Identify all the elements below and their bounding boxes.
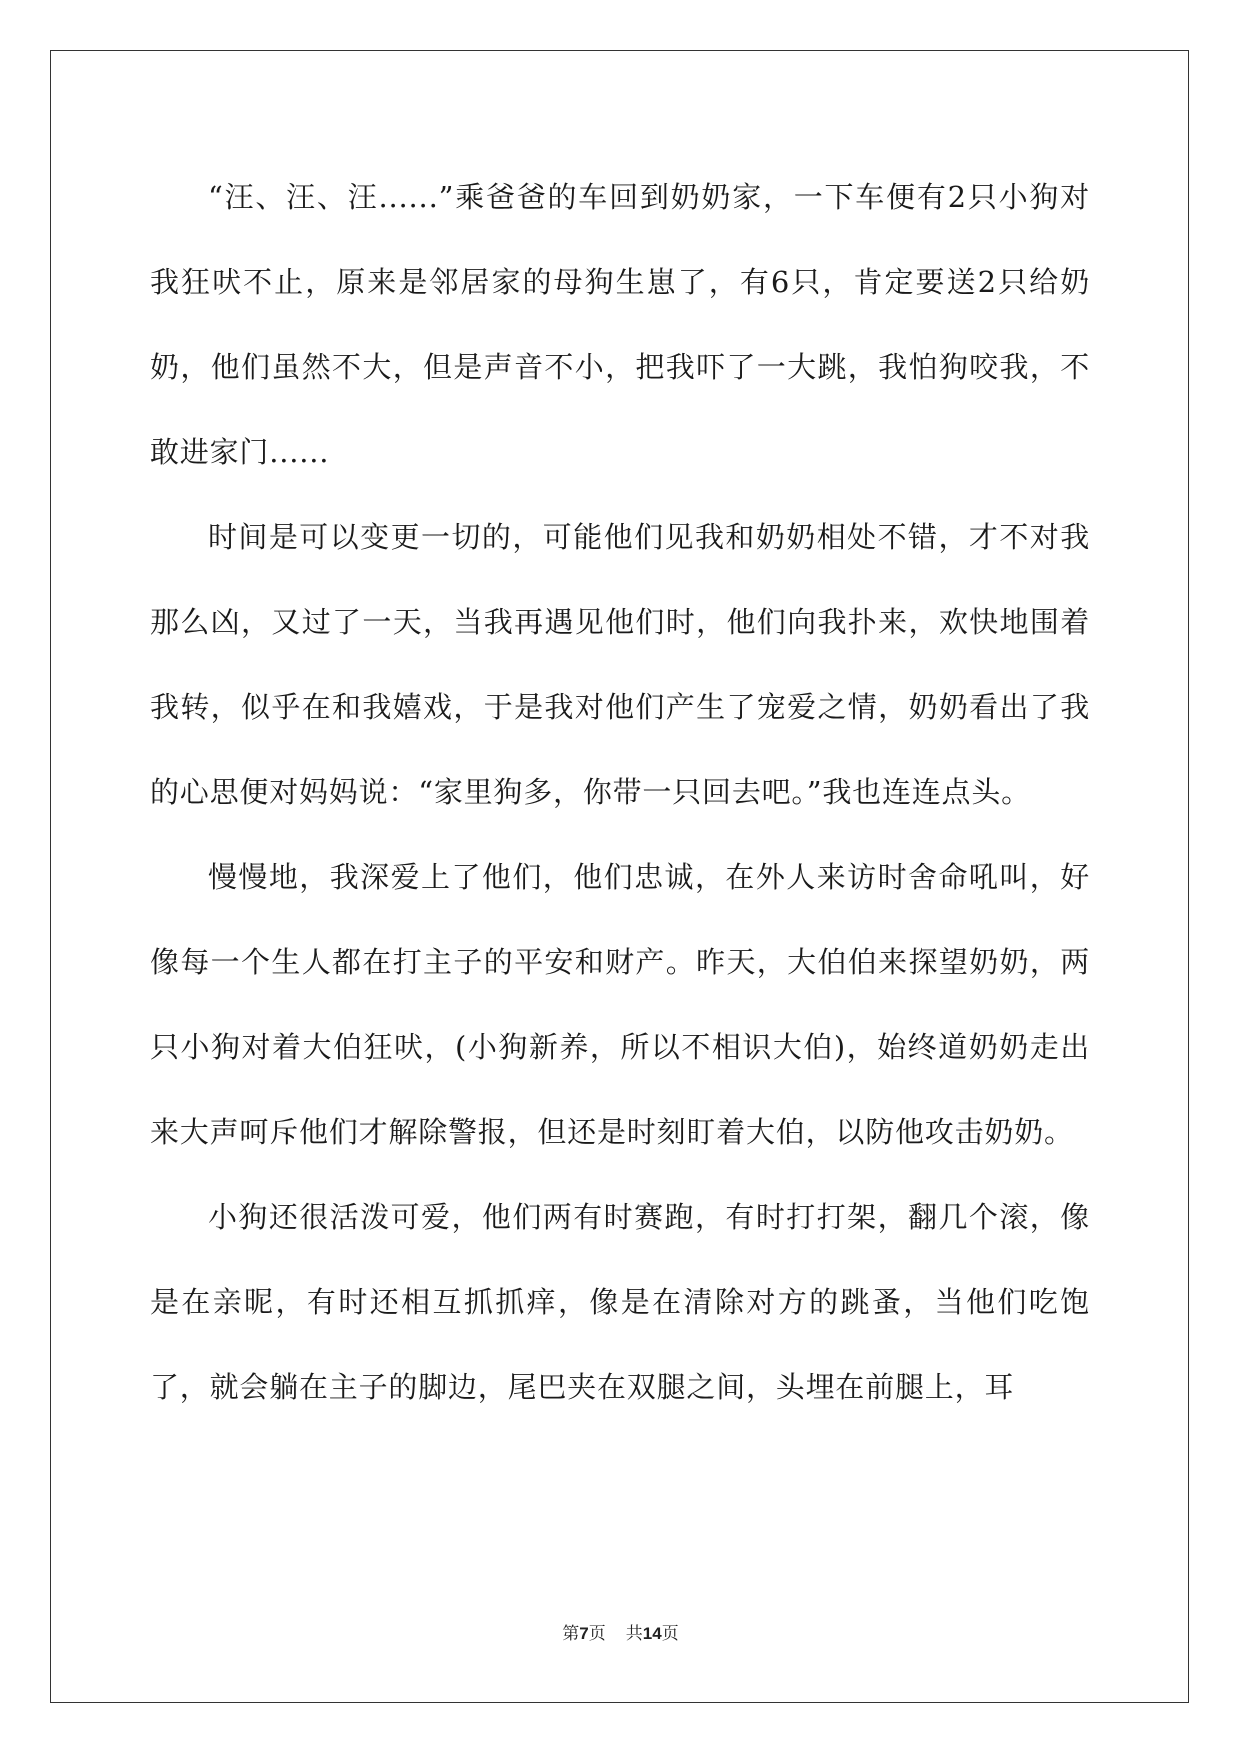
- page-footer: [0, 1619, 1241, 1644]
- total-suffix: 页: [661, 1624, 679, 1644]
- paragraph-2: 时间是可以变更一切的，可能他们见我和奶奶相处不错，才不对我那么凶，又过了一天，当我再遇见他们时，他们向我扑来，欢快地围着我转，似乎在和我嬉戏，于是我对他们产生了宠爱之情，奶奶看出了我的心思便对妈妈说：“家里狗多，你带一只回去吧。”我也连连点头。: [150, 520, 1090, 809]
- page-suffix: 页: [588, 1624, 606, 1644]
- page-prefix: 第: [562, 1624, 580, 1644]
- page-number: 7: [579, 1624, 589, 1643]
- document-body: [150, 155, 1090, 1430]
- paragraph-1: “汪、汪、汪......”乘爸爸的车回到奶奶家，一下车便有2只小狗对我狂吠不止，原来是邻居家的母狗生崽了，有6只，肯定要送2只给奶奶，他们虽然不大，但是声音不小，把我吓了一大跳，我怕狗咬我，不敢进家门......: [150, 180, 1090, 469]
- total-prefix: 共: [625, 1624, 643, 1644]
- paragraph-4: 小狗还很活泼可爱，他们两有时赛跑，有时打打架，翻几个滚，像是在亲昵，有时还相互抓抓痒，像是在清除对方的跳蚤，当他们吃饱了，就会躺在主子的脚边，尾巴夹在双腿之间，头埋在前腿上，耳: [150, 1200, 1090, 1404]
- total-pages: 14: [642, 1624, 662, 1643]
- paragraph-3: 慢慢地，我深爱上了他们，他们忠诚，在外人来访时舍命吼叫，好像每一个生人都在打主子的平安和财产。昨天，大伯伯来探望奶奶，两只小狗对着大伯狂吠，(小狗新养，所以不相识大伯)，始终道奶奶走出来大声呵斥他们才解除警报，但还是时刻盯着大伯，以防他攻击奶奶。: [150, 860, 1090, 1149]
